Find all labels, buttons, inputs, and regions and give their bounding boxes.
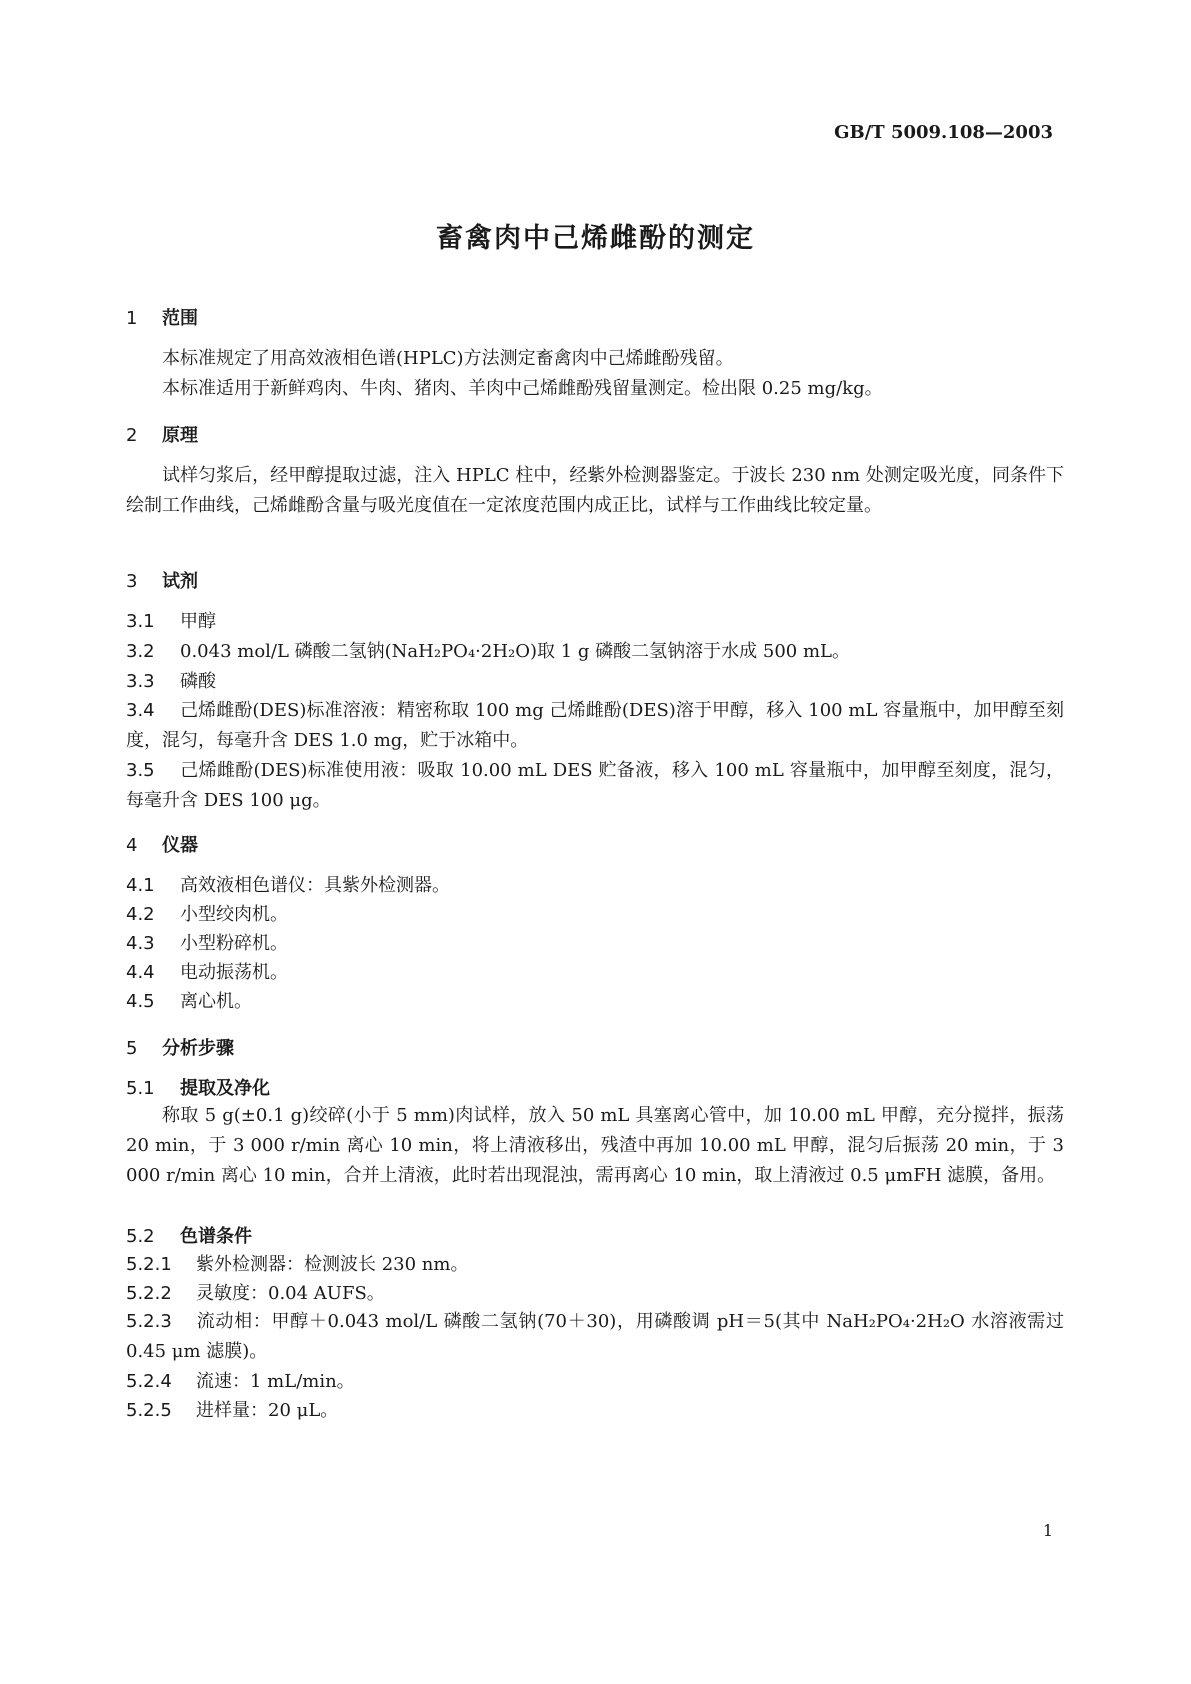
section-number: 3 xyxy=(126,571,138,592)
section-3-heading xyxy=(126,567,1064,593)
list-item xyxy=(126,1250,1064,1279)
item-number: 4.2 xyxy=(126,904,155,925)
subsection-5-1-heading xyxy=(126,1074,1064,1100)
item-text: 0.043 mol/L 磷酸二氢钠(NaH₂PO₄·2H₂O)取 1 g 磷酸二氢钠溶于水成 500 mL。 xyxy=(180,641,850,662)
section-number: 2 xyxy=(126,425,138,446)
item-text: 己烯雌酚(DES)标准使用液：吸取 10.00 mL DES 贮备液，移入 100 mL 容量瓶中，加甲醇至刻度，混匀，每毫升含 DES 100 μg。 xyxy=(126,760,1064,811)
section-number: 5 xyxy=(126,1038,138,1059)
item-number: 5.2.5 xyxy=(126,1400,172,1421)
section-5-heading xyxy=(126,1034,1064,1060)
item-number: 5.2.3 xyxy=(126,1311,172,1332)
paragraph: 称取 5 g(±0.1 g)绞碎(小于 5 mm)肉试样，放入 50 mL 具塞离心管中，加 10.00 mL 甲醇，充分搅拌，振荡 20 min，于 3 000 r/min 离心 10 min，将上清液移出，残渣中再加 10.00 mL 甲醇，混匀后振荡 20 min，于 3 000 r/min 离心 10 min，合并上清液，此时若出现混浊，需再离心 10 min，取上清液过 0.5 μmFH 滤膜，备用。 xyxy=(126,1105,1064,1186)
item-text: 小型粉碎机。 xyxy=(180,933,288,954)
item-number: 3.1 xyxy=(126,611,155,632)
item-number: 4.5 xyxy=(126,991,155,1012)
item-text: 离心机。 xyxy=(180,991,252,1012)
item-text: 流动相：甲醇＋0.043 mol/L 磷酸二氢钠(70＋30)，用磷酸调 pH＝5(其中 NaH₂PO₄·2H₂O 水溶液需过 0.45 μm 滤膜)。 xyxy=(126,1311,1064,1362)
section-title: 范围 xyxy=(162,308,198,329)
list-item xyxy=(126,1279,1064,1308)
list-item xyxy=(126,1396,1064,1425)
list-item xyxy=(126,607,1064,636)
section-4-heading xyxy=(126,831,1064,857)
item-number: 5.2.1 xyxy=(126,1254,172,1275)
item-text: 紫外检测器：检测波长 230 nm。 xyxy=(196,1254,469,1275)
section-2-heading xyxy=(126,421,1064,447)
item-text: 甲醇 xyxy=(180,611,216,632)
document-title: 畜禽肉中己烯雌酚的测定 xyxy=(436,223,755,254)
item-number: 5.2.4 xyxy=(126,1371,172,1392)
page-number: 1 xyxy=(1042,1521,1053,1540)
item-text: 进样量：20 μL。 xyxy=(196,1400,339,1421)
section-1-heading xyxy=(126,304,1064,330)
item-number: 4.3 xyxy=(126,933,155,954)
section-number: 1 xyxy=(126,308,138,329)
section-title: 提取及净化 xyxy=(180,1078,270,1099)
item-number: 3.5 xyxy=(126,760,155,781)
item-text: 小型绞肉机。 xyxy=(180,904,288,925)
section-title: 试剂 xyxy=(162,571,198,592)
section-number: 5.2 xyxy=(126,1226,155,1247)
item-text: 己烯雌酚(DES)标准溶液：精密称取 100 mg 己烯雌酚(DES)溶于甲醇，移入 100 mL 容量瓶中，加甲醇至刻度，混匀，每毫升含 DES 1.0 mg，贮于冰箱中。 xyxy=(126,700,1064,751)
subsection-5-2-heading xyxy=(126,1222,1064,1248)
list-item xyxy=(126,871,1064,900)
item-number: 4.4 xyxy=(126,962,155,983)
list-item xyxy=(126,756,1064,816)
list-item xyxy=(126,929,1064,958)
item-text: 磷酸 xyxy=(180,671,216,692)
item-text: 流速：1 mL/min。 xyxy=(196,1371,355,1392)
list-item xyxy=(126,1307,1064,1367)
list-item xyxy=(126,696,1064,756)
section-title: 分析步骤 xyxy=(162,1038,234,1059)
section-title: 色谱条件 xyxy=(180,1226,252,1247)
list-item xyxy=(126,637,1064,666)
paragraph: 本标准适用于新鲜鸡肉、牛肉、猪肉、羊肉中己烯雌酚残留量测定。检出限 0.25 mg/kg。 xyxy=(162,378,883,399)
list-item xyxy=(126,987,1064,1016)
list-item xyxy=(126,1367,1064,1396)
paragraph: 试样匀浆后，经甲醇提取过滤，注入 HPLC 柱中，经紫外检测器鉴定。于波长 230 nm 处测定吸光度，同条件下绘制工作曲线，己烯雌酚含量与吸光度值在一定浓度范围内成正比，试样与工作曲线比较定量。 xyxy=(126,465,1064,516)
section-number: 4 xyxy=(126,835,138,856)
section-title: 原理 xyxy=(162,425,198,446)
item-number: 3.4 xyxy=(126,700,155,721)
list-item xyxy=(126,900,1064,929)
section-title: 仪器 xyxy=(162,835,198,856)
standard-code: GB/T 5009.108—2003 xyxy=(834,122,1053,143)
item-number: 3.2 xyxy=(126,641,155,662)
item-text: 灵敏度：0.04 AUFS。 xyxy=(196,1283,385,1304)
item-number: 5.2.2 xyxy=(126,1283,172,1304)
paragraph: 本标准规定了用高效液相色谱(HPLC)方法测定畜禽肉中己烯雌酚残留。 xyxy=(162,348,734,369)
item-text: 高效液相色谱仪：具紫外检测器。 xyxy=(180,875,450,896)
item-number: 3.3 xyxy=(126,671,155,692)
item-number: 4.1 xyxy=(126,875,155,896)
list-item xyxy=(126,958,1064,987)
item-text: 电动振荡机。 xyxy=(180,962,288,983)
list-item xyxy=(126,667,1064,696)
section-number: 5.1 xyxy=(126,1078,155,1099)
